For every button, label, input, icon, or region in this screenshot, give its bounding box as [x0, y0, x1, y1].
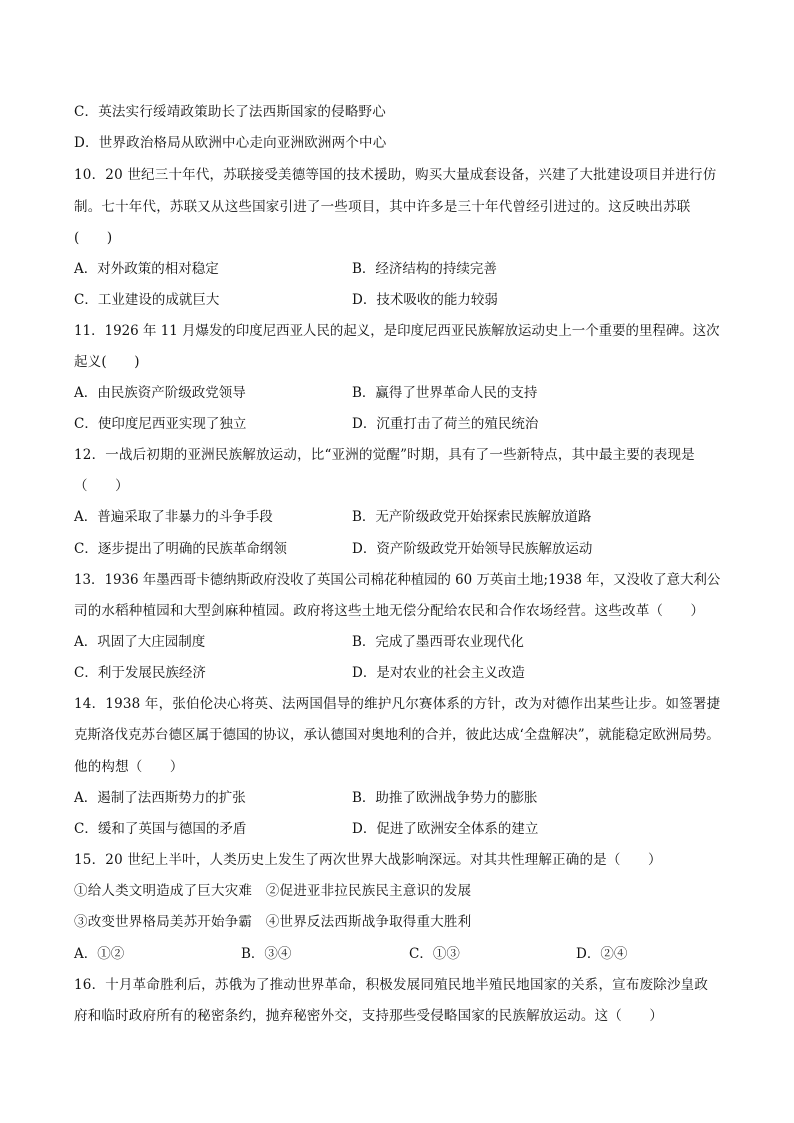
q13-option-c: C．利于发展民族经济: [74, 665, 206, 681]
q11-option-a: A．由民族资产阶级政党领导: [74, 385, 246, 401]
q16-stem-line-1: 16．十月革命胜利后，苏俄为了推动世界革命，积极发展同殖民地半殖民地国家的关系，宣布废除沙皇政: [74, 977, 709, 993]
q10-stem-line-3: ( ): [74, 230, 113, 246]
q12-stem-line-1: 12．一战后初期的亚洲民族解放运动，比“亚洲的觉醒”时期，具有了一些新特点，其中最主要的表现是: [74, 447, 695, 463]
q15-option-a: A．①②: [74, 946, 125, 962]
q9-option-c: C．英法实行绥靖政策助长了法西斯国家的侵略野心: [74, 104, 386, 120]
q13-option-d: D．是对农业的社会主义改造: [352, 665, 525, 681]
q12-option-a: A．普遍采取了非暴力的斗争手段: [74, 509, 273, 525]
q15-stem-line-1: 15．20 世纪上半叶，人类历史上发生了两次世界大战影响深远。对其共性理解正确的是（ ）: [74, 852, 662, 868]
q10-stem-line-2: 制。七十年代，苏联又从这些国家引进了一些项目，其中许多是三十年代曾经引进过的。这反映出苏联: [74, 199, 691, 215]
q15-option-b: B．③④: [241, 946, 292, 962]
q15-option-c: C．①③: [409, 946, 460, 962]
q15-items-line-1: ①给人类文明造成了巨大灾难 ②促进亚非拉民族民主意识的发展: [74, 883, 472, 899]
q12-option-b: B．无产阶级政党开始探索民族解放道路: [352, 509, 592, 525]
q10-stem-line-1: 10．20 世纪三十年代，苏联接受美德等国的技术援助，购买大量成套设备，兴建了大批建设项目并进行仿: [74, 167, 717, 183]
q15-items-line-2: ③改变世界格局美苏开始争霸 ④世界反法西斯战争取得重大胜利: [74, 914, 472, 930]
q14-stem-line-2: 克斯洛伐克苏台德区属于德国的协议，承认德国对奥地利的合并，彼此达成‘全盘解决”，就能稳定欧洲局势。: [74, 727, 720, 743]
q10-option-d: D．技术吸收的能力较弱: [352, 292, 498, 308]
q14-option-b: B．助推了欧洲战争势力的膨胀: [352, 790, 538, 806]
q9-option-d: D．世界政治格局从欧洲中心走向亚洲欧洲两个中心: [74, 135, 387, 151]
q11-stem-line-2: 起义( ): [74, 354, 140, 370]
q13-stem-line-1: 13．1936 年墨西哥卡德纳斯政府没收了英国公司棉花种植园的 60 万英亩土地;1938 年，又没收了意大利公: [74, 572, 721, 588]
q12-option-d: D．资产阶级政党开始领导民族解放运动: [352, 541, 593, 557]
q13-option-a: A．巩固了大庄园制度: [74, 634, 206, 650]
q12-option-c: C．逐步提出了明确的民族革命纲领: [74, 541, 287, 557]
q10-option-b: B．经济结构的持续完善: [352, 261, 497, 277]
q14-stem-line-3: 他的构想（ ）: [74, 759, 184, 775]
q16-stem-line-2: 府和临时政府所有的秘密条约，抛弃秘密外交，支持那些受侵略国家的民族解放运动。这（ ）: [74, 1008, 664, 1024]
q14-option-d: D．促进了欧洲安全体系的建立: [352, 821, 539, 837]
q10-option-c: C．工业建设的成就巨大: [74, 292, 220, 308]
q11-stem-line-1: 11．1926 年 11 月爆发的印度尼西亚人民的起义，是印度尼西亚民族解放运动史上一个重要的里程碑。这次: [74, 323, 720, 339]
q14-option-c: C．缓和了英国与德国的矛盾: [74, 821, 247, 837]
q11-option-b: B．赢得了世界革命人民的支持: [352, 385, 538, 401]
q14-stem-line-1: 14．1938 年，张伯伦决心将英、法两国倡导的维护凡尔赛体系的方针，改为对德作出某些让步。如签署捷: [74, 696, 721, 712]
q14-option-a: A．遏制了法西斯势力的扩张: [74, 790, 246, 806]
q12-stem-line-2: （ ）: [74, 478, 129, 494]
q15-option-d: D．②④: [576, 946, 628, 962]
q11-option-c: C．使印度尼西亚实现了独立: [74, 416, 247, 432]
q13-stem-line-2: 司的水稻种植园和大型剑麻种植园。政府将这些土地无偿分配给农民和合作农场经营。这些改革（ ）: [74, 603, 705, 619]
q11-option-d: D．沉重打击了荷兰的殖民统治: [352, 416, 539, 432]
q13-option-b: B．完成了墨西哥农业现代化: [352, 634, 524, 650]
q10-option-a: A．对外政策的相对稳定: [74, 261, 219, 277]
